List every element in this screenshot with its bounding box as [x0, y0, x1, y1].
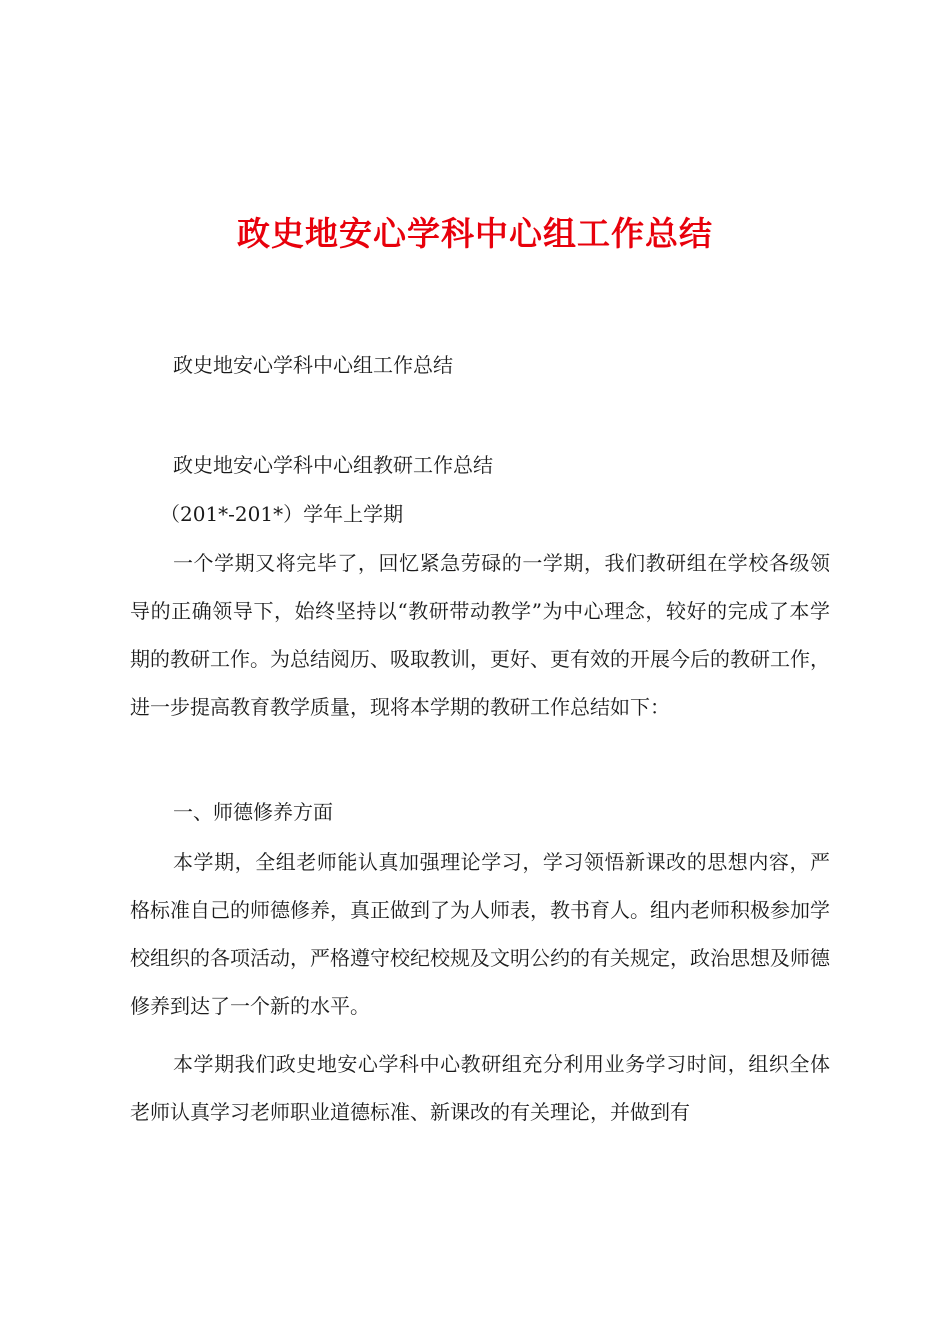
report-heading: 政史地安心学科中心组教研工作总结	[173, 453, 493, 477]
document-title: 政史地安心学科中心组工作总结	[237, 214, 713, 253]
intro-paragraph: 一个学期又将完毕了，回忆紧急劳碌的一学期，我们教研组在学校各级领导的正确领导下，始终坚持以“教研带动教学”为中心理念，较好的完成了本学期的教研工作。为总结阅历、吸取教训，更好、更有效的开展今后的教研工作，进一步提高教育教学质量，现将本学期的教研工作总结如下：	[130, 551, 830, 719]
section1-paragraph-1: 本学期，全组老师能认真加强理论学习，学习领悟新课改的思想内容，严格标准自己的师德修养，真正做到了为人师表，教书育人。组内老师积极参加学校组织的各项活动，严格遵守校纪校规及文明公约的有关规定，政治思想及师德修养到达了一个新的水平。	[130, 850, 830, 1018]
term-line: （201*-201*）学年上学期	[160, 502, 404, 526]
section1-heading: 一、师德修养方面	[173, 800, 333, 824]
document-subtitle: 政史地安心学科中心组工作总结	[173, 353, 453, 377]
section1-paragraph-2: 本学期我们政史地安心学科中心教研组充分利用业务学习时间，组织全体老师认真学习老师职业道德标准、新课改的有关理论，并做到有	[130, 1052, 830, 1124]
